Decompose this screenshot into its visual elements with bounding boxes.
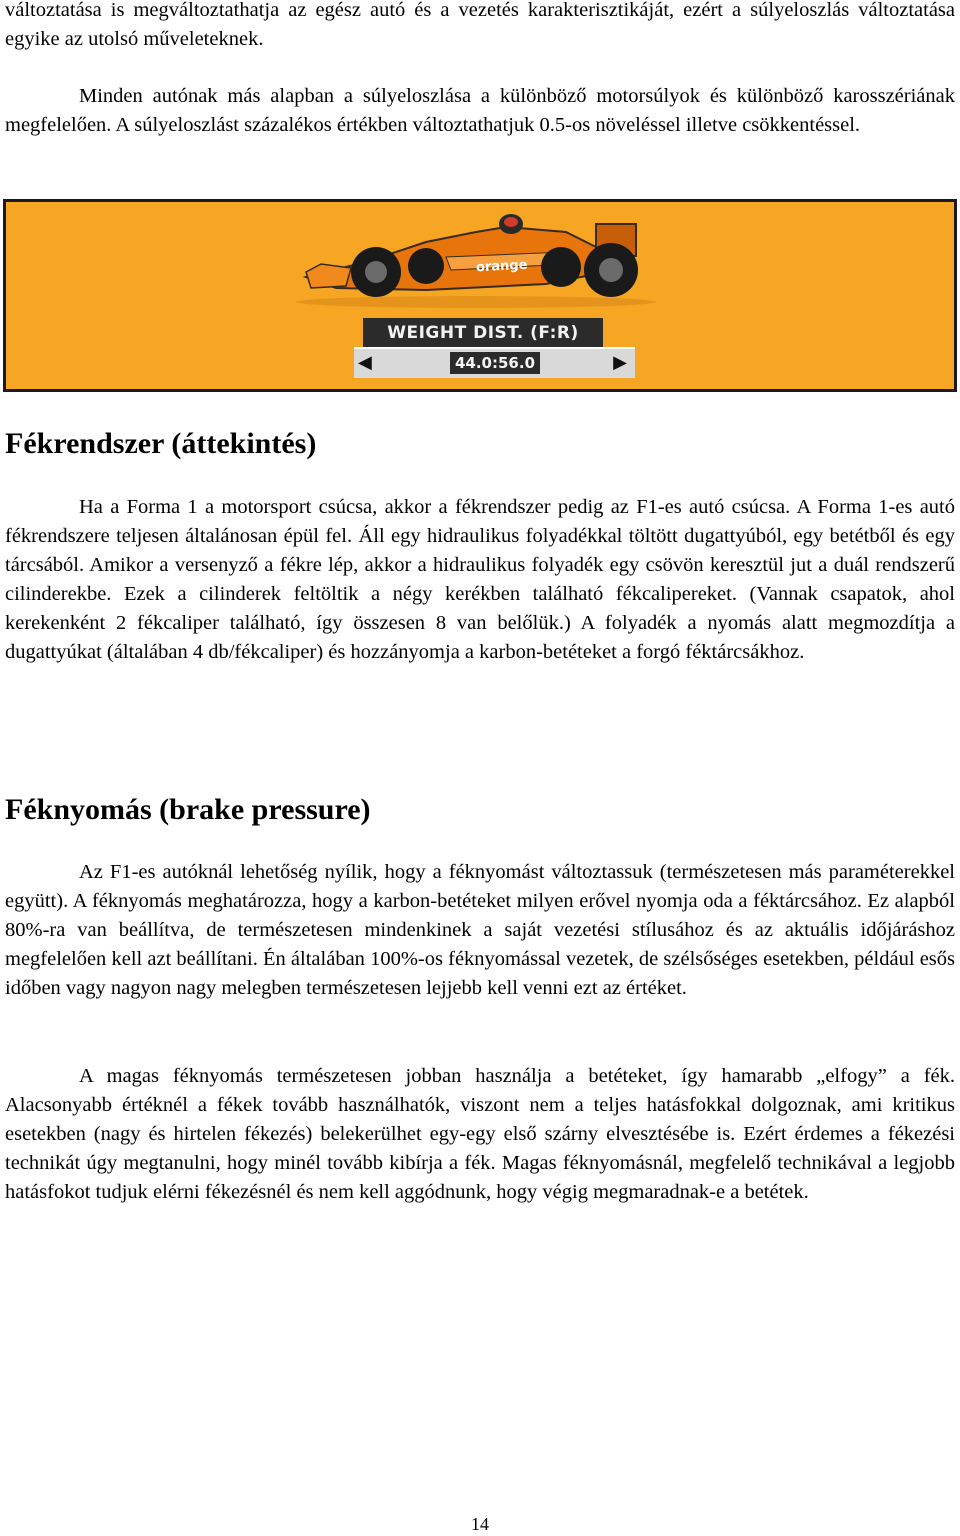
game-screenshot [3,199,957,392]
paragraph-weight-distribution: Minden autónak más alapban a súlyeloszlása a különböző motorsúlyok és különböző karosszériának megfelelően. A súlyeloszlást százalékos értékben változtathatjuk 0.5-os növeléssel illetve csökkentéssel. [5,85,955,136]
weight-distribution-selector[interactable] [354,347,635,378]
heading-brake-pressure: Féknyomás (brake pressure) [5,793,371,826]
paragraph-high-brake-pressure: A magas féknyomás természetesen jobban használja a betéteket, így hamarabb „elfogy” a fék. Alacsonyabb értéknél a fékek tovább használhatók, viszont nem a teljes hatásfokkal dolgoznak, ami kritikus esetekben (nagy és hirtelen fékezés) belekerülhet egy-egy első szárny elvesztésébe is. Ezért érdemes a fékezési technikát úgy megtanulni, hogy minél tovább kibírja a fék. Magas féknyomásnál, megfelelő technikával a legjobb hatásfokot tudjuk elérni fékezésnél és nem kell aggódnunk, hogy végig megmaradnak-e a betétek. [5,1065,955,1203]
paragraph-brake-pressure: Az F1-es autóknál lehetőség nyílik, hogy a féknyomást változtassuk (természetesen más paraméterekkel együtt). A féknyomás meghatározza, hogy a karbon-betéteket milyen erővel nyomja oda a féktárcsához. Ez alapból 80%-ra van beállítva, de természetesen mindenkinek a saját vezetési stílusához és az aktuális időjáráshoz megfelelően kell azt beállítani. Én általában 100%-os féknyomással vezetek, de szélsőséges esetekben, például esős időben vagy nagyon nagy melegben természetesen lejjebb kell venni ezt az értéket. [5,861,955,999]
weight-distribution-value: 44.0:56.0 [450,352,540,374]
car-sponsor-text: orange [475,257,528,276]
arrow-left-icon[interactable]: ◀ [358,352,372,373]
heading-brake-system: Fékrendszer (áttekintés) [5,427,317,460]
page-number: 14 [471,1514,489,1534]
arrow-right-icon[interactable]: ▶ [613,352,627,373]
weight-distribution-label: WEIGHT DIST. (F:R) [363,318,603,348]
paragraph-weight-intro: változtatása is megváltoztathatja az egész autó és a vezetés karakterisztikáját, ezért a súlyeloszlás változtatása egyike az utolsó műveleteknek. [5,0,955,50]
paragraph-brake-system: Ha a Forma 1 a motorsport csúcsa, akkor a fékrendszer pedig az F1-es autó csúcsa. A Forma 1-es autó fékrendszere teljesen általánosan épül fel. Áll egy hidraulikus folyadékkal töltött dugattyúból, egy betétből és egy tárcsából. Amikor a versenyző a fékre lép, akkor a hidraulikus folyadék egy csövön keresztül jut a duál rendszerű cilinderekbe. Ezek a cilinderek feltöltik a négy kerékben található fékcalipereket. (Vannak csapatok, ahol kerekenként 2 fékcaliper található, így összesen 8 van belőlük.) A folyadék a nyomás alatt megmozdítja a dugattyúkat (általában 4 db/fékcaliper) és hozzányomja a karbon-betéteket a forgó féktárcsákhoz. [5,496,955,663]
